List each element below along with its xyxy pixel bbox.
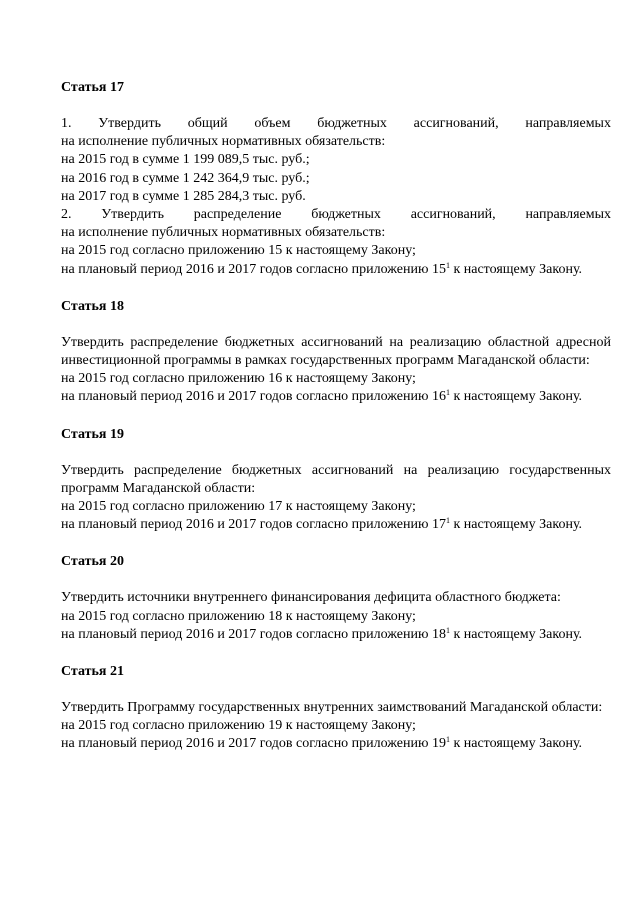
article-19-text: Утвердить распределение бюджетных ассигнований на реализацию государственных программ Магаданской области: <box>61 462 611 496</box>
plan-text: на плановый период 2016 и 2017 годов согласно приложению 19 <box>61 736 446 752</box>
plan-text-end: к настоящему Закону. <box>449 736 583 752</box>
article-17-appendix-plan <box>61 261 611 279</box>
article-19-heading: Статья 19 <box>61 426 124 442</box>
plan-text-end: к настоящему Закону. <box>449 626 583 642</box>
article-18-text: Утвердить распределение бюджетных ассигнований на реализацию областной адресной инвестиционной программы в рамках государственных программ Магаданской области: <box>61 334 611 369</box>
plan-text: на плановый период 2016 и 2017 годов согласно приложению 17 <box>61 517 446 533</box>
word: распределение <box>193 207 282 223</box>
article-21-text: Утвердить Программу государственных внутренних заимствований Магаданской области: <box>61 700 603 716</box>
article-17-appendix-2015: на 2015 год согласно приложению 15 к настоящему Закону; <box>61 243 416 259</box>
article-21-appendix-plan <box>61 735 611 753</box>
word: бюджетных <box>311 207 381 223</box>
article-21-appendix-2015: на 2015 год согласно приложению 19 к настоящему Закону; <box>61 718 416 734</box>
article-20-appendix-2015: на 2015 год согласно приложению 18 к настоящему Закону; <box>61 608 416 624</box>
superscript: 1 <box>445 260 450 270</box>
plan-text-end: к настоящему Закону. <box>449 389 583 405</box>
word: бюджетных <box>317 116 387 131</box>
article-18-appendix-plan <box>61 388 611 406</box>
article-18-appendix-2015: на 2015 год согласно приложению 16 к настоящему Закону; <box>61 371 416 387</box>
word: направляемых <box>525 207 611 223</box>
plan-text: на плановый период 2016 и 2017 годов согласно приложению 18 <box>61 626 446 642</box>
article-17-heading: Статья 17 <box>61 80 124 95</box>
word: Утвердить <box>98 116 161 131</box>
word: направляемых <box>525 116 611 131</box>
article-21-heading: Статья 21 <box>61 664 124 680</box>
article-20-appendix-plan <box>61 626 611 644</box>
plan-text-end: к настоящему Закону. <box>449 517 583 533</box>
article-17-amount-2016: на 2016 год в сумме 1 242 364,9 тыс. руб.; <box>61 170 310 186</box>
superscript: 1 <box>445 735 450 745</box>
word: ассигнований, <box>413 116 499 131</box>
superscript: 1 <box>445 516 450 526</box>
plan-text: на плановый период 2016 и 2017 годов согласно приложению 16 <box>61 389 446 405</box>
word: ассигнований, <box>410 207 496 223</box>
article-17-item-2-continuation: на исполнение публичных нормативных обязательств: <box>61 225 386 241</box>
article-20-text: Утвердить источники внутреннего финансирования дефицита областного бюджета: <box>61 590 561 606</box>
item-number: 2. <box>61 207 72 223</box>
superscript: 1 <box>445 388 450 398</box>
article-17-item-1-line <box>61 115 611 133</box>
word: Утвердить <box>101 207 164 223</box>
article-17-amount-2015: на 2015 год в сумме 1 199 089,5 тыс. руб.; <box>61 152 310 168</box>
plan-text-end: к настоящему Закону. <box>449 261 583 277</box>
article-17-item-1-continuation: на исполнение публичных нормативных обязательств: <box>61 134 386 150</box>
plan-text: на плановый период 2016 и 2017 годов согласно приложению 15 <box>61 261 446 277</box>
superscript: 1 <box>445 625 450 635</box>
article-19-appendix-plan <box>61 516 611 534</box>
item-number: 1. <box>61 116 72 131</box>
word: общий <box>187 116 228 131</box>
document-page <box>61 79 611 754</box>
article-17-item-2-line <box>61 206 611 224</box>
article-18-heading: Статья 18 <box>61 298 124 314</box>
word: объем <box>254 116 291 131</box>
article-20-heading: Статья 20 <box>61 554 124 570</box>
article-17-amount-2017: на 2017 год в сумме 1 285 284,3 тыс. руб. <box>61 188 306 204</box>
article-19-appendix-2015: на 2015 год согласно приложению 17 к настоящему Закону; <box>61 499 416 515</box>
